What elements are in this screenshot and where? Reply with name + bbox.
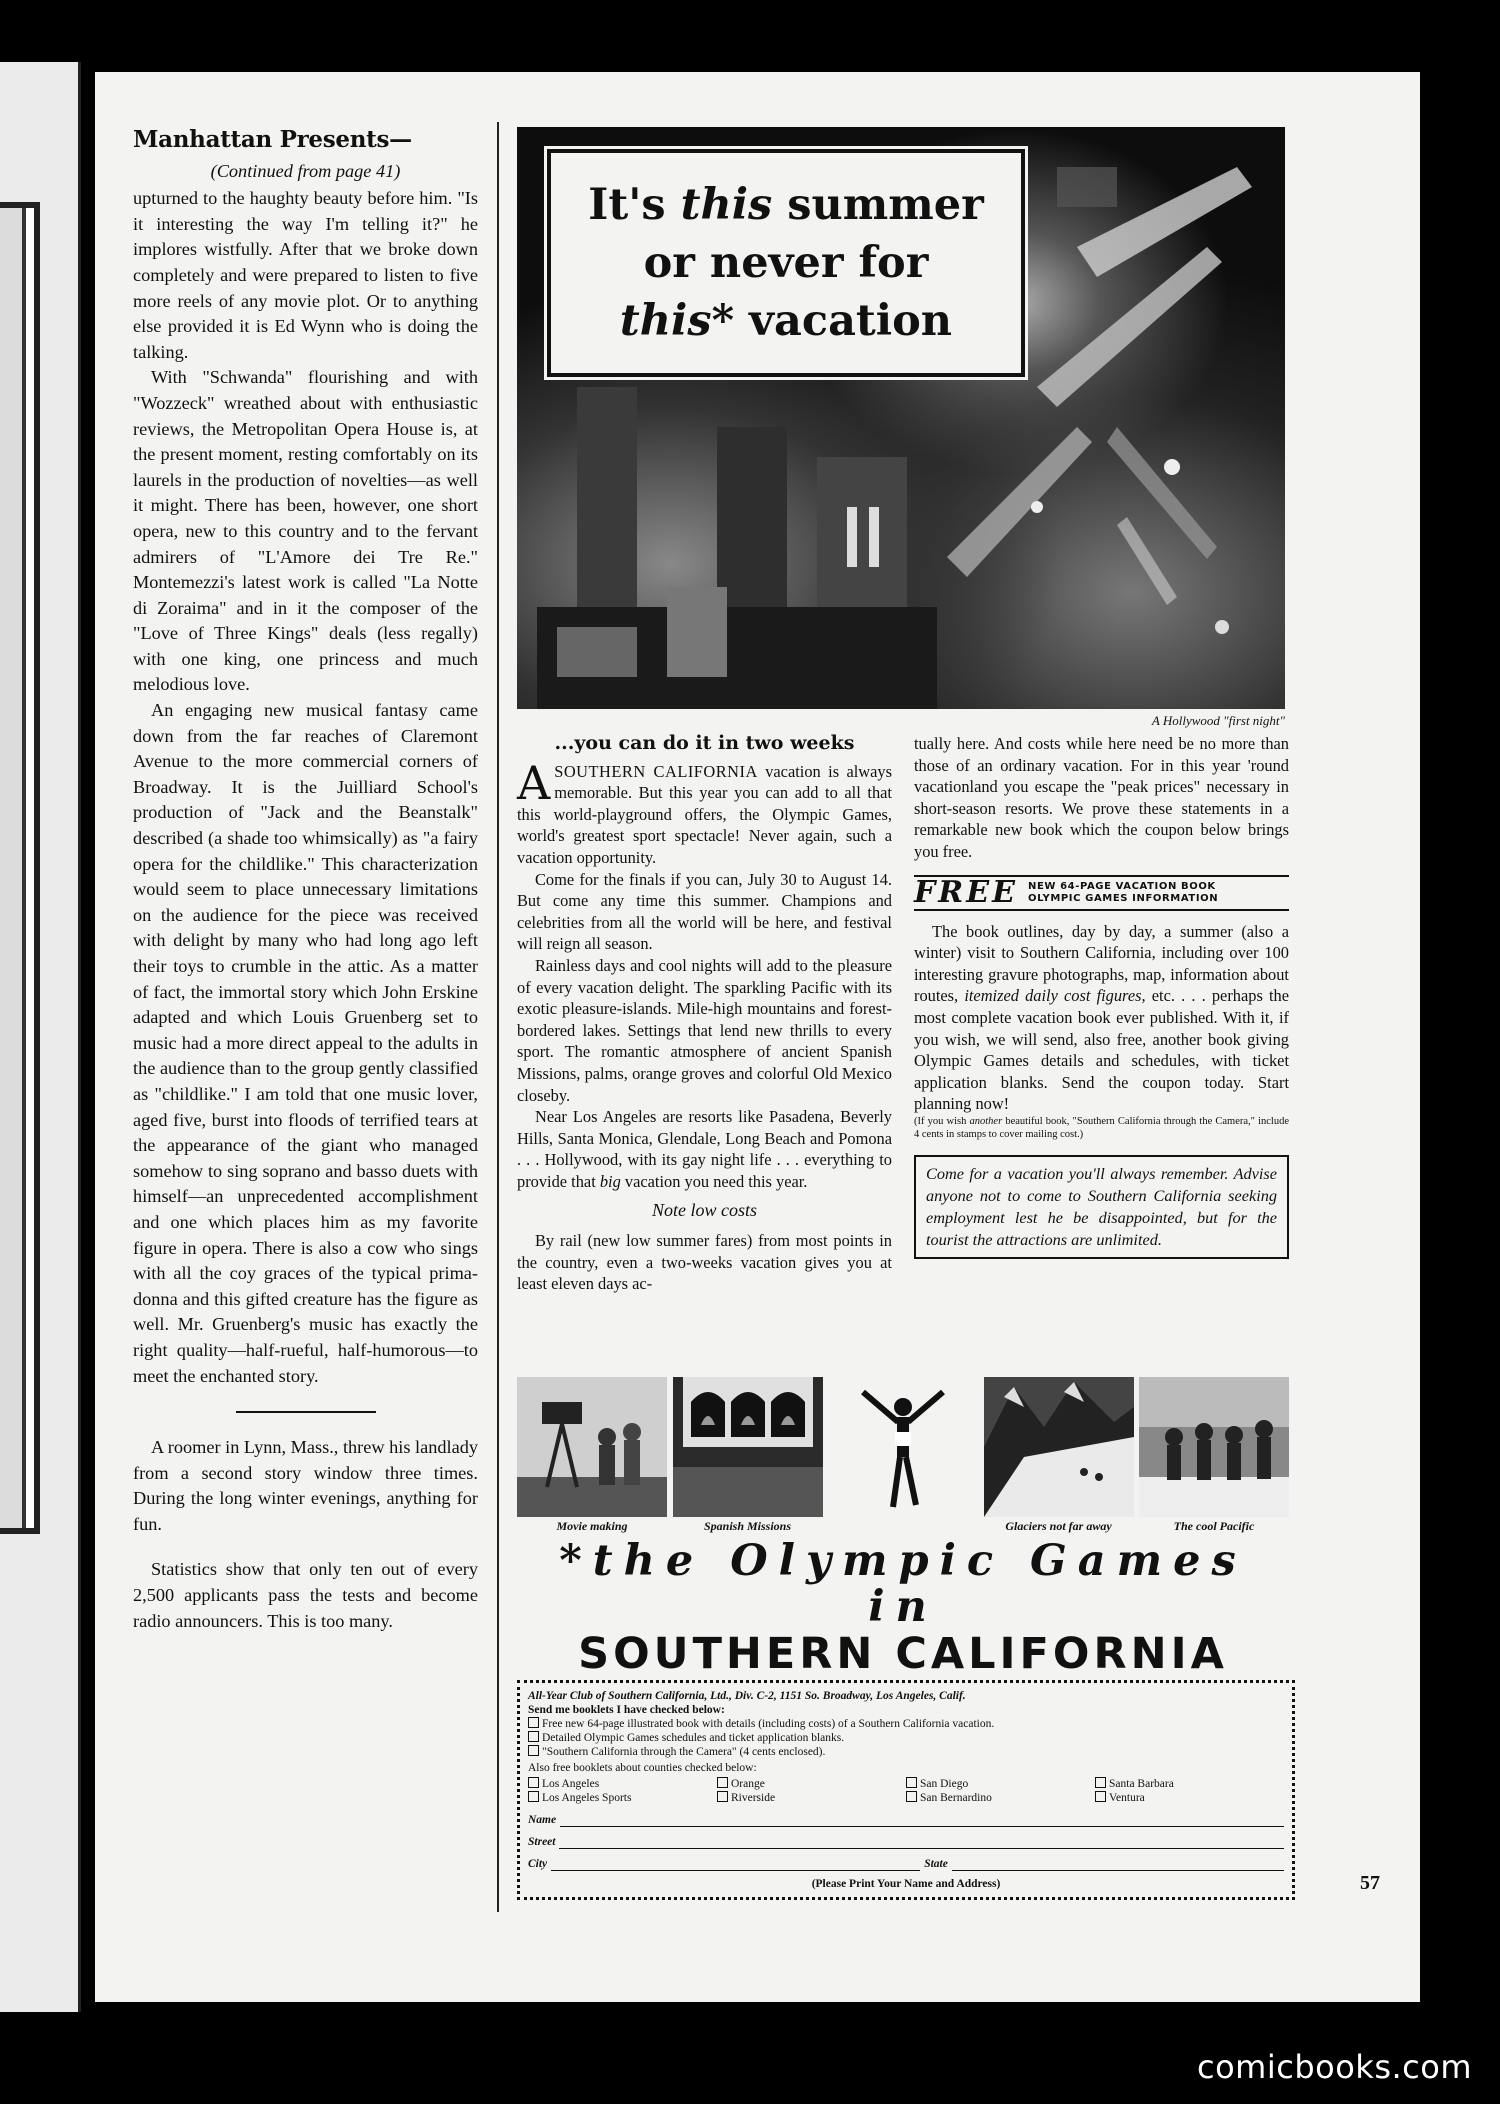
magazine-page xyxy=(95,72,1420,2002)
southern-california-title: SOUTHERN CALIFORNIA xyxy=(578,1629,1228,1679)
ad-paragraph: Near Los Angeles are resorts like Pasadena, Beverly Hills, Santa Monica, Glendale, Long Beach and Pomona . . . Hollywood, with its gay night life . . . everything to provide that big vacation you need this year. xyxy=(517,1107,892,1191)
mail-coupon xyxy=(517,1680,1295,1900)
coupon-instruction: Send me booklets I have checked below: xyxy=(528,1704,725,1716)
photo-spanish-missions: Spanish Missions xyxy=(673,1377,823,1534)
checkbox[interactable] xyxy=(528,1731,539,1742)
ad-paragraph: ASOUTHERN CALIFORNIA vacation is always memorable. But this year you can add to all that this world-playground offers, the Olympic Games, world's greatest sport spectacle! Never again, such a vacation opportunity. xyxy=(517,755,892,867)
olympic-title: *the Olympic Games in xyxy=(559,1536,1247,1632)
article-paragraph: An engaging new musical fantasy came down from the far reaches of Claremont Avenue to the more commercial corners of Broadway. It is the Juilliard School's production of "Jack and the Beanstalk" described (a shade too whimsically) as "a fairy opera for the childlike." This characterization would seem to place unnecessary limitations on the audience for the piece was received with delight by many who had long ago left their toys to crumble in the attic. As a matter of fact, the immortal story which John Erskine adapted and which Louis Gruenberg set to music had a more direct appeal to the adults in the audience than to the group gently classified as "childlike." I am told that one music lover, aged five, burst into floods of terrified tears at the appearance of the giant who managed somehow to sing soprano and basso duets with himself—an unprecedented accomplishment and one which places him as my favorite figure in opera. There is also a cow who sings with all the coy graces of the typical prima-donna and this gifted creature has the figure as well. Mr. Gruenberg's music has exactly the right quality—half-rueful, half-humorous—to meet the enchanted story. xyxy=(133,700,478,1386)
hero-photo xyxy=(517,127,1285,709)
coupon-option[interactable]: Free new 64-page illustrated book with details (including costs) of a Southern California vacation. xyxy=(528,1717,1284,1731)
county-option[interactable]: San Bernardino xyxy=(906,1791,1095,1805)
county-option[interactable]: Riverside xyxy=(717,1791,906,1805)
coupon-footer: (Please Print Your Name and Address) xyxy=(811,1878,1001,1890)
callout-box: Come for a vacation you'll always remember. Advise anyone not to come to Southern California seeking employment lest he be disappointed, but for the tourist the attractions are unlimited. xyxy=(914,1155,1289,1259)
watermark: comicbooks.com xyxy=(1196,2048,1472,2086)
photo-strip xyxy=(517,1377,1289,1534)
article-heading: Manhattan Presents— xyxy=(133,126,412,153)
city-state-field[interactable]: City State xyxy=(528,1857,1284,1871)
ad-column-1 xyxy=(517,733,892,1295)
street-field[interactable]: Street xyxy=(528,1835,1284,1849)
article-paragraph: upturned to the haughty beauty before him. "Is it interesting the way I'm telling it?" he implores wistfully. After that we broke down completely and were prepared to listen to five more reels of any movie plot. Or to anything else provided it is Ed Wynn who is doing the talking. xyxy=(133,188,478,362)
fine-print: (If you wish another beautiful book, "Southern California through the Camera," include 4 cents in stamps to cover mailing cost.) xyxy=(914,1115,1290,1140)
headline-box: It's this summer or never for this* vacation xyxy=(547,149,1025,377)
county-option[interactable]: Orange xyxy=(717,1777,906,1791)
previous-page-frame xyxy=(0,202,40,1534)
photo-glaciers: Glaciers not far away xyxy=(984,1377,1134,1534)
previous-page-edge xyxy=(0,62,81,2012)
ad-subhead: ...you can do it in two weeks xyxy=(554,732,855,754)
coupon-address: All-Year Club of Southern California, Ltd., Div. C-2, 1151 So. Broadway, Los Angeles, Calif. xyxy=(528,1690,966,1702)
headline-line: or never for xyxy=(643,238,929,288)
county-option[interactable]: Los Angeles xyxy=(528,1777,717,1791)
ad-paragraph: Rainless days and cool nights will add to the pleasure of every vacation delight. The sparkling Pacific with its exotic pleasure-islands. Mile-high mountains and forest-bordered lakes. Settings that lend new thrills to every sport. The romantic atmosphere of ancient Spanish Missions, palms, orange groves and colorful Old Mexico closeby. xyxy=(517,955,892,1105)
county-option[interactable]: Santa Barbara xyxy=(1095,1777,1284,1791)
section-rule xyxy=(236,1411,376,1413)
filler-paragraph: A roomer in Lynn, Mass., threw his landlady from a second story window three times. During the long winter evenings, anything for fun. xyxy=(133,1437,478,1534)
page-number: 57 xyxy=(1360,1872,1380,1894)
advertisement xyxy=(513,127,1383,1900)
checkbox[interactable] xyxy=(528,1717,539,1728)
county-options xyxy=(528,1777,1284,1805)
coupon-option[interactable]: "Southern California through the Camera" (4 cents enclosed). xyxy=(528,1745,1284,1759)
article-paragraph: With "Schwanda" flourishing and with "Wozzeck" wreathed about with enthusiastic reviews, the Metropolitan Opera House is, at the present moment, resting comfortably on its laurels in the production of novelties—as well it might. There has been, however, one short opera, new to this country and to the fervant admirers of "L'Amore dei Tre Re." Montemezzi's latest work is called "La Notte di Zoraima" and in it the composer of the "Love of Three Kings" deals (less regally) with one king, one princess and much melodious love. xyxy=(133,367,478,695)
photo-caption: A Hollywood "first night" xyxy=(1151,713,1285,728)
county-option[interactable]: Ventura xyxy=(1095,1791,1284,1805)
free-banner: FREE NEW 64-PAGE VACATION BOOK OLYMPIC GAMES INFORMATION xyxy=(914,875,1289,911)
ad-paragraph: tually here. And costs while here need be no more than those of an ordinary vacation. For in this year 'round vacationland you escape the "peak prices" necessary in short-season resorts. We prove these statements in a remarkable new book which the coupon below brings you free. xyxy=(914,734,1289,861)
ad-column-2 xyxy=(914,733,1289,1259)
column-divider xyxy=(497,122,499,1912)
coupon-counties-label: Also free booklets about counties checked below: xyxy=(528,1762,757,1774)
ad-note-heading: Note low costs xyxy=(651,1200,757,1221)
ad-paragraph: By rail (new low summer fares) from most points in the country, even a two-weeks vacation gives you at least eleven days ac- xyxy=(517,1231,892,1294)
continued-note: (Continued from page 41) xyxy=(210,160,401,181)
county-option[interactable]: San Diego xyxy=(906,1777,1095,1791)
free-word: FREE xyxy=(914,874,1018,910)
ad-paragraph: The book outlines, day by day, a summer (also a winter) visit to Southern California, including over 100 interesting gravure photographs, map, information about routes, itemized daily cost figures, etc. . . . perhaps the most complete vacation book ever published. With it, if you wish, we will send, also free, another book giving Olympic Games details and schedules, with ticket application blanks. Send the coupon today. Start planning now! xyxy=(914,921,1289,1114)
ad-paragraph: Come for the finals if you can, July 30 to August 14. But come any time this summer. Champions and celebrities from all the world will be here, and festival will reign all season. xyxy=(517,869,892,954)
ad-body xyxy=(517,733,1289,1373)
article-column xyxy=(133,127,478,1634)
county-option[interactable]: Los Angeles Sports xyxy=(528,1791,717,1805)
photo-athlete xyxy=(828,1377,978,1534)
photo-movie-making: Movie making xyxy=(517,1377,667,1534)
name-field[interactable]: Name xyxy=(528,1813,1284,1827)
filler-paragraph: Statistics show that only ten out of every 2,500 applicants pass the tests and become radio announcers. This is too many. xyxy=(133,1559,478,1631)
photo-cool-pacific: The cool Pacific xyxy=(1139,1377,1289,1534)
checkbox[interactable] xyxy=(528,1745,539,1756)
coupon-option[interactable]: Detailed Olympic Games schedules and ticket application blanks. xyxy=(528,1731,1284,1745)
